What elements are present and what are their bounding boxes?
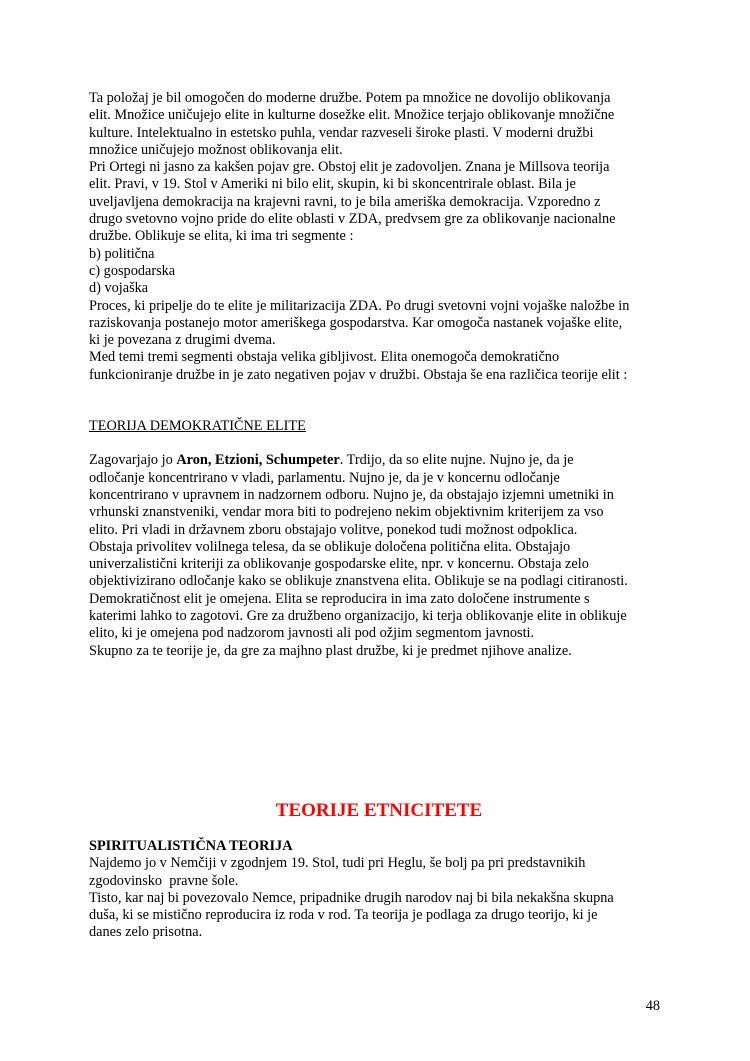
text-line: katerimi lahko to zagotovi. Gre za družbeno organizacijo, ki terja oblikovanje elite in oblikuje	[89, 608, 627, 625]
subheading: SPIRITUALISTIČNA TEORIJA	[89, 837, 293, 854]
paragraph-democratic-elite	[89, 452, 669, 660]
paragraph-spiritualist-theory	[89, 855, 669, 941]
page-number: 48	[645, 998, 660, 1014]
text-line: kulture. Intelektualno in estetsko puhla, vendar razveseli široke plasti. V moderni družbi	[89, 124, 594, 141]
text-line: duša, ki se mistično reproducira iz roda v rod. Ta teorija je podlaga za drugo teorijo, ki je	[89, 907, 598, 924]
authors-bold: Aron, Etzioni, Schumpeter	[176, 452, 340, 469]
text-line: uveljavljena demokracija na krajevni ravni, to je bila ameriška demokracija. Vzporedno z	[89, 193, 601, 210]
text-line: drugo svetovno vojno pride do elite oblasti v ZDA, predvsem gre za oblikovanje nacionalne	[89, 211, 616, 228]
text-line: raziskovanja postanejo motor ameriškega gospodarstva. Kar omogoča nastanek vojaške elite,	[89, 314, 623, 331]
text-line: Proces, ki pripelje do te elite je militarizacija ZDA. Po drugi svetovni vojni vojaške naložbe in	[89, 297, 630, 314]
list-item-vojaska: d) vojaška	[89, 280, 149, 297]
text-line: elito, ki je omejena pod nadzorom javnosti ali pod ožjim segmentom javnosti.	[89, 625, 535, 642]
list-item-politicna: b) politična	[89, 245, 155, 262]
text-line: Skupno za te teorije je, da gre za majhno plast družbe, ki je predmet njihove analize.	[89, 642, 572, 659]
document-page	[89, 90, 669, 942]
text-line: vrhunski znanstveniki, vendar mora biti to podrejeno nekim objektivnim kriterijem za vso	[89, 504, 604, 521]
list-item-gospodarska: c) gospodarska	[89, 262, 176, 279]
text-line: Med temi tremi segmenti obstaja velika gibljivost. Elita onemogoča demokratično	[89, 349, 560, 366]
text-line: elito. Pri vladi in državnem zboru obstajajo volitve, ponekod tudi možnost odpoklica.	[89, 521, 578, 538]
text-line: zgodovinsko pravne šole.	[89, 872, 239, 889]
text-line: ki je povezana z drugimi dvema.	[89, 332, 276, 349]
text-line: Demokratičnost elit je omejena. Elita se reproducira in ima zato določene instrumente s	[89, 590, 590, 607]
text-line: danes zelo prisotna.	[89, 924, 203, 941]
text-line: Ta položaj je bil omogočen do moderne družbe. Potem pa množice ne dovolijo oblikovanja	[89, 90, 611, 106]
text-line: elit. Množice uničujejo elite in kulturne dosežke elit. Množice terjajo oblikovanje množične	[89, 107, 615, 124]
text-line: koncentrirano v upravnem in nadzornem odboru. Nujno je, da obstajajo izjemni umetniki in	[89, 486, 614, 503]
text-line: Obstaja privolitev volilnega telesa, da se oblikuje določena politična elita. Obstajajo	[89, 538, 571, 555]
chapter-title: TEORIJE ETNICITETE	[275, 799, 483, 821]
text-line: Tisto, kar naj bi povezovalo Nemce, pripadnike drugih narodov naj bi bila nekakšna skupna	[89, 889, 614, 906]
text-line: družbe. Oblikuje se elita, ki ima tri segmente :	[89, 228, 354, 245]
text-line: objektivizirano odločanje kako se oblikuje znanstvena elita. Oblikuje se na podlagi citiranosti.	[89, 573, 628, 590]
text-line: univerzalistični kriteriji za oblikovanje gospodarske elite, npr. v koncernu. Obstaja zelo	[89, 556, 589, 573]
para-suffix: . Trdijo, da so elite nujne. Nujno je, da je	[339, 452, 574, 469]
text-line: elit. Pravi, v 19. Stol v Ameriki ni bilo elit, skupin, ki bi skoncentrirale oblast. Bila je	[89, 176, 576, 193]
text-line: množice uničujejo možnost oblikovanja elit.	[89, 141, 343, 158]
text-line-first	[89, 452, 669, 469]
text-line: odločanje koncentrirano v vladi, parlamentu. Nujno je, da je v koncernu odločanje	[89, 469, 560, 486]
para-prefix: Zagovarjajo jo	[89, 452, 177, 469]
section-heading: TEORIJA DEMOKRATIČNE ELITE	[89, 418, 306, 435]
text-line: Pri Ortegi ni jasno za kakšen pojav gre. Obstoj elit je zadovoljen. Znana je Millsova teorija	[89, 159, 610, 176]
text-line: funkcioniranje družbe in je zato negativen pojav v družbi. Obstaja še ena različica teorije elit :	[89, 366, 628, 383]
text-line: Najdemo jo v Nemčiji v zgodnjem 19. Stol, tudi pri Heglu, še bolj pa pri predstavnikih	[89, 855, 586, 872]
paragraph-elite-theory	[89, 90, 669, 384]
